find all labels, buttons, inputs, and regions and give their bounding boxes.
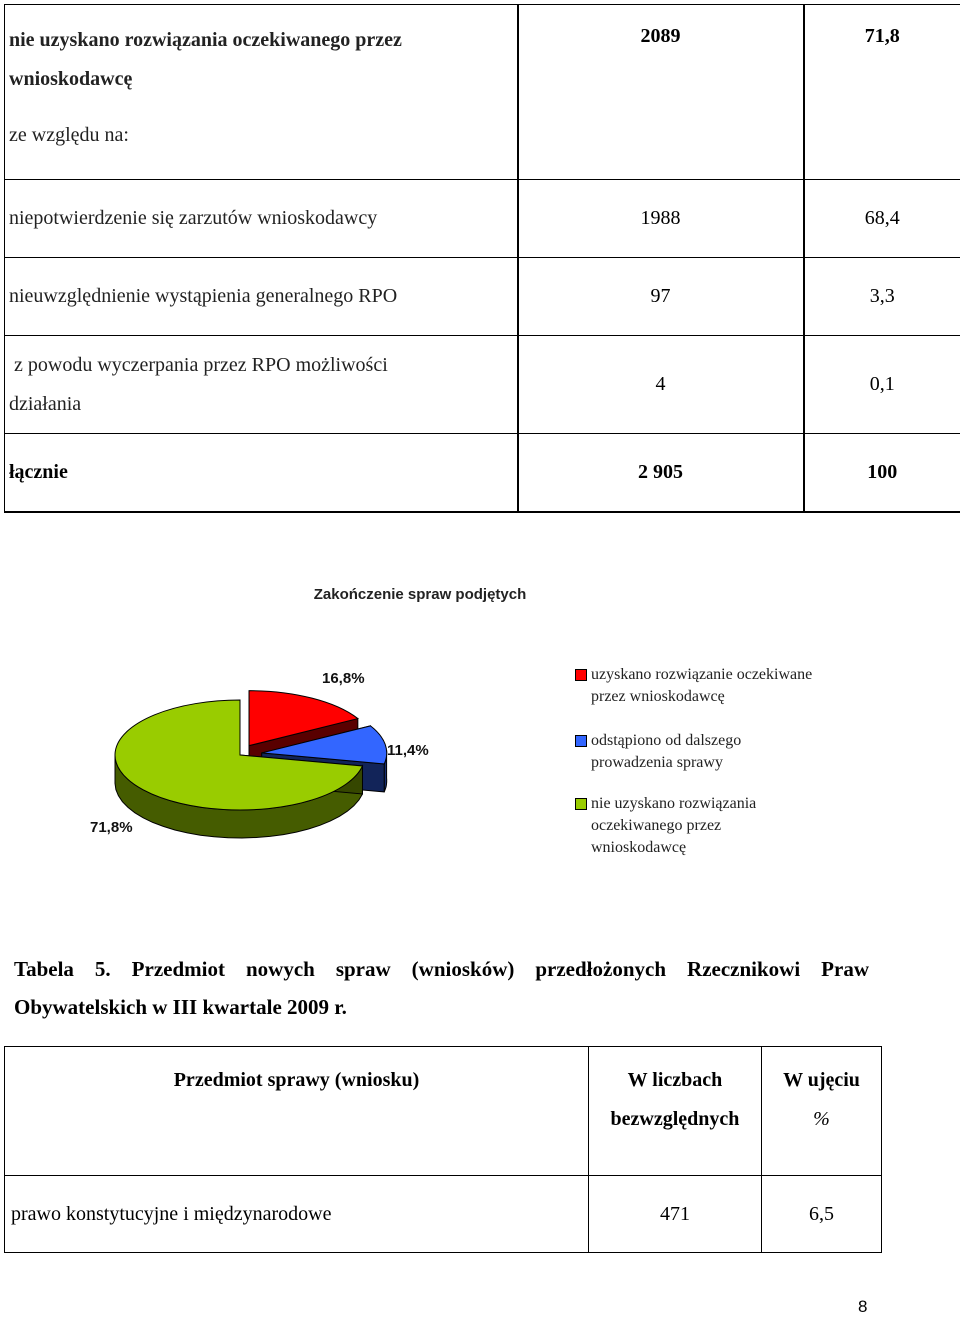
- legend-swatch-green: [575, 798, 587, 810]
- page-number: 8: [858, 1297, 868, 1316]
- data-label-red: 16,8%: [322, 670, 365, 687]
- table-caption: Tabela 5. Przedmiot nowych spraw (wniosków) przedłożonych Rzecznikowi Praw Obywatelskich w III kwartale 2009 r.: [14, 957, 869, 1019]
- table-row: [5, 434, 960, 512]
- row-label-cell: [5, 336, 518, 434]
- row-percent: 71,8: [804, 5, 960, 180]
- pie-chart: [0, 640, 560, 870]
- legend-swatch-red: [575, 669, 587, 681]
- legend-label: nie uzyskano rozwiązania oczekiwanego przez wnioskodawcę: [591, 795, 757, 856]
- row-count: 2089: [518, 5, 804, 180]
- pie-chart: [0, 0, 960, 330]
- row-count: 2 905: [518, 434, 804, 512]
- row-label: nieuwzględnienie wystąpienia generalnego RPO: [9, 285, 398, 307]
- table-row: [5, 336, 960, 434]
- row-count: 471: [589, 1176, 762, 1253]
- row-label: łącznie: [9, 460, 68, 483]
- row-count: 97: [518, 258, 804, 336]
- data-label-green: 71,8%: [90, 819, 133, 836]
- chart-title: Zakończenie spraw podjętych: [313, 586, 527, 603]
- table-header-row: [5, 1047, 882, 1176]
- legend-label: odstąpiono od dalszego prowadzenia sprawy: [591, 732, 742, 771]
- row-percent: 100: [804, 434, 960, 512]
- row-sublabel: ze względu na:: [9, 124, 129, 146]
- row-label: prawo konstytucyjne i międzynarodowe: [5, 1176, 589, 1253]
- subject-table: [4, 1046, 882, 1253]
- legend-label: uzyskano rozwiązanie oczekiwane przez wnioskodawcę: [591, 666, 813, 705]
- row-label: z powodu wyczerpania przez RPO możliwości działania: [9, 353, 393, 415]
- header-count: W liczbach bezwzględnych: [589, 1047, 762, 1176]
- row-percent: 0,1: [804, 336, 960, 434]
- row-count: 1988: [518, 180, 804, 258]
- row-count: 4: [518, 336, 804, 434]
- row-percent: 6,5: [762, 1176, 882, 1253]
- header-percent: W ujęciu %: [762, 1047, 882, 1176]
- table-row: [5, 1176, 882, 1253]
- data-label-blue: 11,4%: [387, 742, 429, 759]
- row-percent: 68,4: [804, 180, 960, 258]
- legend-swatch-blue: [575, 735, 587, 747]
- row-percent: 3,3: [804, 258, 960, 336]
- header-subject: Przedmiot sprawy (wniosku): [5, 1047, 589, 1176]
- row-label: niepotwierdzenie się zarzutów wnioskodawcy: [9, 207, 378, 229]
- row-label: nie uzyskano rozwiązania oczekiwanego przez wnioskodawcę: [9, 29, 402, 90]
- row-label-cell: [5, 434, 518, 512]
